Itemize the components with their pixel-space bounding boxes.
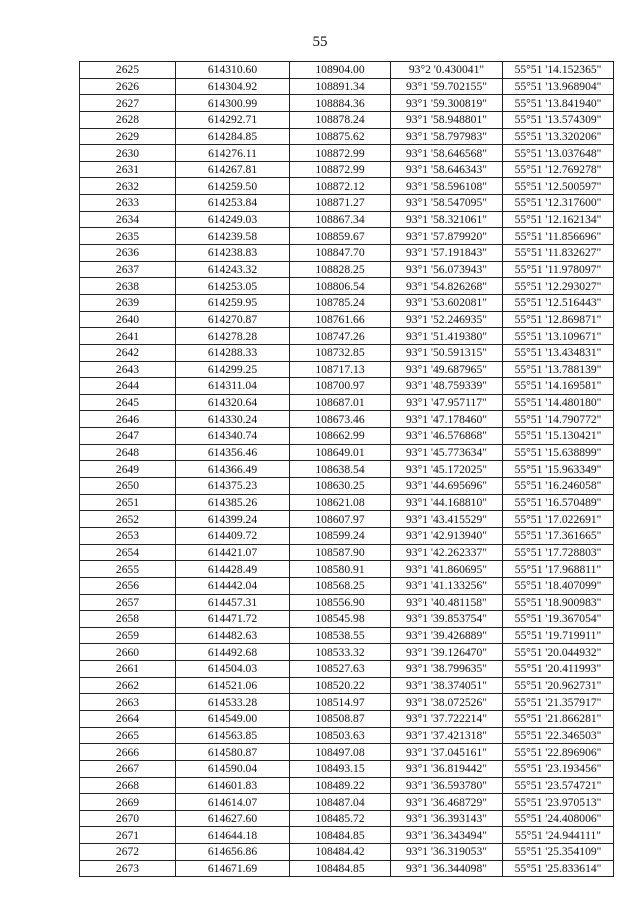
latitude-cell: 55°51 '13.841940" — [503, 95, 614, 112]
latitude-cell: 55°51 '13.788139" — [503, 361, 614, 378]
longitude-cell: 93°1 '38.374051" — [391, 677, 503, 694]
point-number-cell: 2646 — [80, 411, 176, 428]
longitude-cell: 93°1 '39.853754" — [391, 611, 503, 628]
x-coordinate-cell: 614409.72 — [176, 527, 290, 544]
longitude-cell: 93°1 '36.593780" — [391, 777, 503, 794]
y-coordinate-cell: 108875.62 — [290, 128, 391, 145]
table-row — [80, 844, 614, 861]
y-coordinate-cell: 108662.99 — [290, 428, 391, 445]
table-row — [80, 727, 614, 744]
y-coordinate-cell: 108503.63 — [290, 727, 391, 744]
y-coordinate-cell: 108520.22 — [290, 677, 391, 694]
point-number-cell: 2650 — [80, 478, 176, 495]
latitude-cell: 55°51 '14.152365" — [503, 62, 614, 79]
x-coordinate-cell: 614366.49 — [176, 461, 290, 478]
latitude-cell: 55°51 '12.162134" — [503, 211, 614, 228]
latitude-cell: 55°51 '13.574309" — [503, 111, 614, 128]
latitude-cell: 55°51 '12.516443" — [503, 294, 614, 311]
table-row — [80, 444, 614, 461]
y-coordinate-cell: 108891.34 — [290, 78, 391, 95]
x-coordinate-cell: 614580.87 — [176, 744, 290, 761]
table-row — [80, 428, 614, 445]
y-coordinate-cell: 108871.27 — [290, 195, 391, 212]
point-number-cell: 2628 — [80, 111, 176, 128]
longitude-cell: 93°1 '47.957117" — [391, 394, 503, 411]
latitude-cell: 55°51 '13.037648" — [503, 145, 614, 162]
longitude-cell: 93°1 '42.262337" — [391, 544, 503, 561]
longitude-cell: 93°1 '46.576868" — [391, 428, 503, 445]
y-coordinate-cell: 108527.63 — [290, 661, 391, 678]
latitude-cell: 55°51 '19.367054" — [503, 611, 614, 628]
y-coordinate-cell: 108497.08 — [290, 744, 391, 761]
table-row — [80, 245, 614, 262]
latitude-cell: 55°51 '13.109671" — [503, 328, 614, 345]
longitude-cell: 93°1 '38.799635" — [391, 661, 503, 678]
latitude-cell: 55°51 '16.570489" — [503, 494, 614, 511]
table-row — [80, 344, 614, 361]
x-coordinate-cell: 614299.25 — [176, 361, 290, 378]
x-coordinate-cell: 614421.07 — [176, 544, 290, 561]
point-number-cell: 2634 — [80, 211, 176, 228]
y-coordinate-cell: 108687.01 — [290, 394, 391, 411]
y-coordinate-cell: 108508.87 — [290, 710, 391, 727]
longitude-cell: 93°1 '43.415529" — [391, 511, 503, 528]
table-row — [80, 261, 614, 278]
table-row — [80, 777, 614, 794]
y-coordinate-cell: 108533.32 — [290, 644, 391, 661]
point-number-cell: 2661 — [80, 661, 176, 678]
longitude-cell: 93°2 '0.430041" — [391, 62, 503, 79]
latitude-cell: 55°51 '17.361665" — [503, 527, 614, 544]
y-coordinate-cell: 108638.54 — [290, 461, 391, 478]
table-row — [80, 527, 614, 544]
latitude-cell: 55°51 '21.866281" — [503, 710, 614, 727]
longitude-cell: 93°1 '48.759339" — [391, 378, 503, 395]
point-number-cell: 2632 — [80, 178, 176, 195]
longitude-cell: 93°1 '36.319053" — [391, 844, 503, 861]
x-coordinate-cell: 614239.58 — [176, 228, 290, 245]
x-coordinate-cell: 614249.03 — [176, 211, 290, 228]
x-coordinate-cell: 614330.24 — [176, 411, 290, 428]
y-coordinate-cell: 108872.99 — [290, 145, 391, 162]
y-coordinate-cell: 108545.98 — [290, 611, 391, 628]
table-row — [80, 211, 614, 228]
x-coordinate-cell: 614310.60 — [176, 62, 290, 79]
point-number-cell: 2652 — [80, 511, 176, 528]
point-number-cell: 2666 — [80, 744, 176, 761]
table-row — [80, 561, 614, 578]
x-coordinate-cell: 614304.92 — [176, 78, 290, 95]
table-row — [80, 195, 614, 212]
latitude-cell: 55°51 '24.944111" — [503, 827, 614, 844]
longitude-cell: 93°1 '58.547095" — [391, 195, 503, 212]
point-number-cell: 2662 — [80, 677, 176, 694]
table-row — [80, 644, 614, 661]
x-coordinate-cell: 614259.95 — [176, 294, 290, 311]
point-number-cell: 2670 — [80, 810, 176, 827]
latitude-cell: 55°51 '15.638899" — [503, 444, 614, 461]
longitude-cell: 93°1 '54.826268" — [391, 278, 503, 295]
y-coordinate-cell: 108785.24 — [290, 294, 391, 311]
x-coordinate-cell: 614238.83 — [176, 245, 290, 262]
point-number-cell: 2654 — [80, 544, 176, 561]
longitude-cell: 93°1 '38.072526" — [391, 694, 503, 711]
point-number-cell: 2667 — [80, 760, 176, 777]
table-row — [80, 661, 614, 678]
latitude-cell: 55°51 '15.130421" — [503, 428, 614, 445]
table-row — [80, 827, 614, 844]
longitude-cell: 93°1 '53.602081" — [391, 294, 503, 311]
table-row — [80, 694, 614, 711]
table-row — [80, 577, 614, 594]
x-coordinate-cell: 614482.63 — [176, 627, 290, 644]
x-coordinate-cell: 614521.06 — [176, 677, 290, 694]
x-coordinate-cell: 614340.74 — [176, 428, 290, 445]
x-coordinate-cell: 614644.18 — [176, 827, 290, 844]
point-number-cell: 2669 — [80, 794, 176, 811]
table-row — [80, 494, 614, 511]
longitude-cell: 93°1 '45.773634" — [391, 444, 503, 461]
longitude-cell: 93°1 '44.168810" — [391, 494, 503, 511]
latitude-cell: 55°51 '11.832627" — [503, 245, 614, 262]
y-coordinate-cell: 108806.54 — [290, 278, 391, 295]
y-coordinate-cell: 108587.90 — [290, 544, 391, 561]
longitude-cell: 93°1 '37.421318" — [391, 727, 503, 744]
longitude-cell: 93°1 '49.687965" — [391, 361, 503, 378]
latitude-cell: 55°51 '17.022691" — [503, 511, 614, 528]
point-number-cell: 2651 — [80, 494, 176, 511]
x-coordinate-cell: 614549.00 — [176, 710, 290, 727]
longitude-cell: 93°1 '44.695696" — [391, 478, 503, 495]
table-row — [80, 544, 614, 561]
y-coordinate-cell: 108599.24 — [290, 527, 391, 544]
table-row — [80, 361, 614, 378]
y-coordinate-cell: 108867.34 — [290, 211, 391, 228]
y-coordinate-cell: 108761.66 — [290, 311, 391, 328]
latitude-cell: 55°51 '23.574721" — [503, 777, 614, 794]
x-coordinate-cell: 614385.26 — [176, 494, 290, 511]
longitude-cell: 93°1 '58.646568" — [391, 145, 503, 162]
point-number-cell: 2656 — [80, 577, 176, 594]
longitude-cell: 93°1 '58.596108" — [391, 178, 503, 195]
point-number-cell: 2629 — [80, 128, 176, 145]
x-coordinate-cell: 614457.31 — [176, 594, 290, 611]
latitude-cell: 55°51 '14.169581" — [503, 378, 614, 395]
latitude-cell: 55°51 '23.193456" — [503, 760, 614, 777]
longitude-cell: 93°1 '51.419380" — [391, 328, 503, 345]
longitude-cell: 93°1 '56.073943" — [391, 261, 503, 278]
latitude-cell: 55°51 '15.963349" — [503, 461, 614, 478]
x-coordinate-cell: 614471.72 — [176, 611, 290, 628]
x-coordinate-cell: 614492.68 — [176, 644, 290, 661]
longitude-cell: 93°1 '36.344098" — [391, 860, 503, 877]
table-row — [80, 860, 614, 877]
point-number-cell: 2653 — [80, 527, 176, 544]
point-number-cell: 2625 — [80, 62, 176, 79]
table-row — [80, 62, 614, 79]
longitude-cell: 93°1 '41.860695" — [391, 561, 503, 578]
point-number-cell: 2641 — [80, 328, 176, 345]
longitude-cell: 93°1 '52.246935" — [391, 311, 503, 328]
coordinates-table-body — [80, 62, 614, 877]
point-number-cell: 2637 — [80, 261, 176, 278]
latitude-cell: 55°51 '11.856696" — [503, 228, 614, 245]
y-coordinate-cell: 108828.25 — [290, 261, 391, 278]
point-number-cell: 2658 — [80, 611, 176, 628]
y-coordinate-cell: 108568.25 — [290, 577, 391, 594]
table-row — [80, 95, 614, 112]
latitude-cell: 55°51 '16.246058" — [503, 478, 614, 495]
table-row — [80, 311, 614, 328]
table-row — [80, 328, 614, 345]
y-coordinate-cell: 108878.24 — [290, 111, 391, 128]
y-coordinate-cell: 108649.01 — [290, 444, 391, 461]
table-row — [80, 710, 614, 727]
x-coordinate-cell: 614428.49 — [176, 561, 290, 578]
x-coordinate-cell: 614533.28 — [176, 694, 290, 711]
y-coordinate-cell: 108732.85 — [290, 344, 391, 361]
point-number-cell: 2636 — [80, 245, 176, 262]
y-coordinate-cell: 108484.42 — [290, 844, 391, 861]
latitude-cell: 55°51 '20.962731" — [503, 677, 614, 694]
latitude-cell: 55°51 '12.500597" — [503, 178, 614, 195]
y-coordinate-cell: 108484.85 — [290, 860, 391, 877]
latitude-cell: 55°51 '14.480180" — [503, 394, 614, 411]
latitude-cell: 55°51 '19.719911" — [503, 627, 614, 644]
latitude-cell: 55°51 '13.434831" — [503, 344, 614, 361]
x-coordinate-cell: 614601.83 — [176, 777, 290, 794]
y-coordinate-cell: 108904.00 — [290, 62, 391, 79]
y-coordinate-cell: 108493.15 — [290, 760, 391, 777]
table-row — [80, 111, 614, 128]
longitude-cell: 93°1 '36.468729" — [391, 794, 503, 811]
y-coordinate-cell: 108747.26 — [290, 328, 391, 345]
longitude-cell: 93°1 '42.913940" — [391, 527, 503, 544]
point-number-cell: 2642 — [80, 344, 176, 361]
point-number-cell: 2663 — [80, 694, 176, 711]
table-row — [80, 744, 614, 761]
longitude-cell: 93°1 '45.172025" — [391, 461, 503, 478]
longitude-cell: 93°1 '40.481158" — [391, 594, 503, 611]
latitude-cell: 55°51 '18.407099" — [503, 577, 614, 594]
x-coordinate-cell: 614563.85 — [176, 727, 290, 744]
longitude-cell: 93°1 '36.819442" — [391, 760, 503, 777]
point-number-cell: 2638 — [80, 278, 176, 295]
latitude-cell: 55°51 '20.044932" — [503, 644, 614, 661]
latitude-cell: 55°51 '24.408006" — [503, 810, 614, 827]
table-row — [80, 810, 614, 827]
longitude-cell: 93°1 '59.702155" — [391, 78, 503, 95]
x-coordinate-cell: 614253.84 — [176, 195, 290, 212]
point-number-cell: 2649 — [80, 461, 176, 478]
y-coordinate-cell: 108717.13 — [290, 361, 391, 378]
x-coordinate-cell: 614253.05 — [176, 278, 290, 295]
longitude-cell: 93°1 '58.646343" — [391, 161, 503, 178]
latitude-cell: 55°51 '12.317600" — [503, 195, 614, 212]
y-coordinate-cell: 108487.04 — [290, 794, 391, 811]
y-coordinate-cell: 108872.12 — [290, 178, 391, 195]
y-coordinate-cell: 108485.72 — [290, 810, 391, 827]
latitude-cell: 55°51 '13.968904" — [503, 78, 614, 95]
y-coordinate-cell: 108607.97 — [290, 511, 391, 528]
table-row — [80, 394, 614, 411]
x-coordinate-cell: 614284.85 — [176, 128, 290, 145]
x-coordinate-cell: 614276.11 — [176, 145, 290, 162]
coordinates-table — [79, 61, 614, 877]
point-number-cell: 2639 — [80, 294, 176, 311]
y-coordinate-cell: 108489.22 — [290, 777, 391, 794]
x-coordinate-cell: 614259.50 — [176, 178, 290, 195]
longitude-cell: 93°1 '39.126470" — [391, 644, 503, 661]
table-row — [80, 627, 614, 644]
point-number-cell: 2668 — [80, 777, 176, 794]
x-coordinate-cell: 614375.23 — [176, 478, 290, 495]
x-coordinate-cell: 614278.28 — [176, 328, 290, 345]
latitude-cell: 55°51 '11.978097" — [503, 261, 614, 278]
latitude-cell: 55°51 '18.900983" — [503, 594, 614, 611]
longitude-cell: 93°1 '39.426889" — [391, 627, 503, 644]
longitude-cell: 93°1 '58.321061" — [391, 211, 503, 228]
x-coordinate-cell: 614399.24 — [176, 511, 290, 528]
table-row — [80, 594, 614, 611]
point-number-cell: 2664 — [80, 710, 176, 727]
point-number-cell: 2635 — [80, 228, 176, 245]
point-number-cell: 2631 — [80, 161, 176, 178]
latitude-cell: 55°51 '21.357917" — [503, 694, 614, 711]
table-row — [80, 611, 614, 628]
y-coordinate-cell: 108847.70 — [290, 245, 391, 262]
point-number-cell: 2665 — [80, 727, 176, 744]
x-coordinate-cell: 614320.64 — [176, 394, 290, 411]
latitude-cell: 55°51 '13.320206" — [503, 128, 614, 145]
y-coordinate-cell: 108884.36 — [290, 95, 391, 112]
x-coordinate-cell: 614590.04 — [176, 760, 290, 777]
x-coordinate-cell: 614267.81 — [176, 161, 290, 178]
point-number-cell: 2655 — [80, 561, 176, 578]
longitude-cell: 93°1 '58.948801" — [391, 111, 503, 128]
x-coordinate-cell: 614442.04 — [176, 577, 290, 594]
point-number-cell: 2673 — [80, 860, 176, 877]
latitude-cell: 55°51 '22.896906" — [503, 744, 614, 761]
point-number-cell: 2657 — [80, 594, 176, 611]
y-coordinate-cell: 108859.67 — [290, 228, 391, 245]
y-coordinate-cell: 108621.08 — [290, 494, 391, 511]
longitude-cell: 93°1 '59.300819" — [391, 95, 503, 112]
point-number-cell: 2640 — [80, 311, 176, 328]
point-number-cell: 2648 — [80, 444, 176, 461]
table-row — [80, 511, 614, 528]
table-row — [80, 478, 614, 495]
latitude-cell: 55°51 '12.293027" — [503, 278, 614, 295]
x-coordinate-cell: 614288.33 — [176, 344, 290, 361]
x-coordinate-cell: 614292.71 — [176, 111, 290, 128]
x-coordinate-cell: 614656.86 — [176, 844, 290, 861]
latitude-cell: 55°51 '25.354109" — [503, 844, 614, 861]
point-number-cell: 2645 — [80, 394, 176, 411]
y-coordinate-cell: 108538.55 — [290, 627, 391, 644]
y-coordinate-cell: 108630.25 — [290, 478, 391, 495]
table-row — [80, 228, 614, 245]
table-row — [80, 794, 614, 811]
point-number-cell: 2644 — [80, 378, 176, 395]
longitude-cell: 93°1 '36.393143" — [391, 810, 503, 827]
table-row — [80, 411, 614, 428]
y-coordinate-cell: 108556.90 — [290, 594, 391, 611]
table-row — [80, 161, 614, 178]
table-row — [80, 128, 614, 145]
point-number-cell: 2659 — [80, 627, 176, 644]
point-number-cell: 2633 — [80, 195, 176, 212]
x-coordinate-cell: 614311.04 — [176, 378, 290, 395]
x-coordinate-cell: 614671.69 — [176, 860, 290, 877]
latitude-cell: 55°51 '20.411993" — [503, 661, 614, 678]
longitude-cell: 93°1 '41.133256" — [391, 577, 503, 594]
longitude-cell: 93°1 '50.591315" — [391, 344, 503, 361]
latitude-cell: 55°51 '23.970513" — [503, 794, 614, 811]
point-number-cell: 2660 — [80, 644, 176, 661]
latitude-cell: 55°51 '17.728803" — [503, 544, 614, 561]
longitude-cell: 93°1 '37.722214" — [391, 710, 503, 727]
x-coordinate-cell: 614356.46 — [176, 444, 290, 461]
y-coordinate-cell: 108484.85 — [290, 827, 391, 844]
table-row — [80, 178, 614, 195]
point-number-cell: 2643 — [80, 361, 176, 378]
table-row — [80, 461, 614, 478]
latitude-cell: 55°51 '12.769278" — [503, 161, 614, 178]
point-number-cell: 2647 — [80, 428, 176, 445]
table-row — [80, 78, 614, 95]
y-coordinate-cell: 108514.97 — [290, 694, 391, 711]
x-coordinate-cell: 614504.03 — [176, 661, 290, 678]
latitude-cell: 55°51 '14.790772" — [503, 411, 614, 428]
point-number-cell: 2671 — [80, 827, 176, 844]
latitude-cell: 55°51 '12.869871" — [503, 311, 614, 328]
x-coordinate-cell: 614300.99 — [176, 95, 290, 112]
x-coordinate-cell: 614614.07 — [176, 794, 290, 811]
x-coordinate-cell: 614243.32 — [176, 261, 290, 278]
table-row — [80, 294, 614, 311]
table-row — [80, 760, 614, 777]
point-number-cell: 2626 — [80, 78, 176, 95]
point-number-cell: 2627 — [80, 95, 176, 112]
longitude-cell: 93°1 '58.797983" — [391, 128, 503, 145]
longitude-cell: 93°1 '47.178460" — [391, 411, 503, 428]
page-number: 55 — [312, 34, 328, 50]
y-coordinate-cell: 108872.99 — [290, 161, 391, 178]
table-row — [80, 278, 614, 295]
longitude-cell: 93°1 '36.343494" — [391, 827, 503, 844]
longitude-cell: 93°1 '57.191843" — [391, 245, 503, 262]
point-number-cell: 2672 — [80, 844, 176, 861]
x-coordinate-cell: 614270.87 — [176, 311, 290, 328]
y-coordinate-cell: 108580.91 — [290, 561, 391, 578]
latitude-cell: 55°51 '17.968811" — [503, 561, 614, 578]
longitude-cell: 93°1 '57.879920" — [391, 228, 503, 245]
x-coordinate-cell: 614627.60 — [176, 810, 290, 827]
point-number-cell: 2630 — [80, 145, 176, 162]
table-row — [80, 378, 614, 395]
y-coordinate-cell: 108673.46 — [290, 411, 391, 428]
table-row — [80, 677, 614, 694]
y-coordinate-cell: 108700.97 — [290, 378, 391, 395]
latitude-cell: 55°51 '22.346503" — [503, 727, 614, 744]
latitude-cell: 55°51 '25.833614" — [503, 860, 614, 877]
longitude-cell: 93°1 '37.045161" — [391, 744, 503, 761]
table-row — [80, 145, 614, 162]
